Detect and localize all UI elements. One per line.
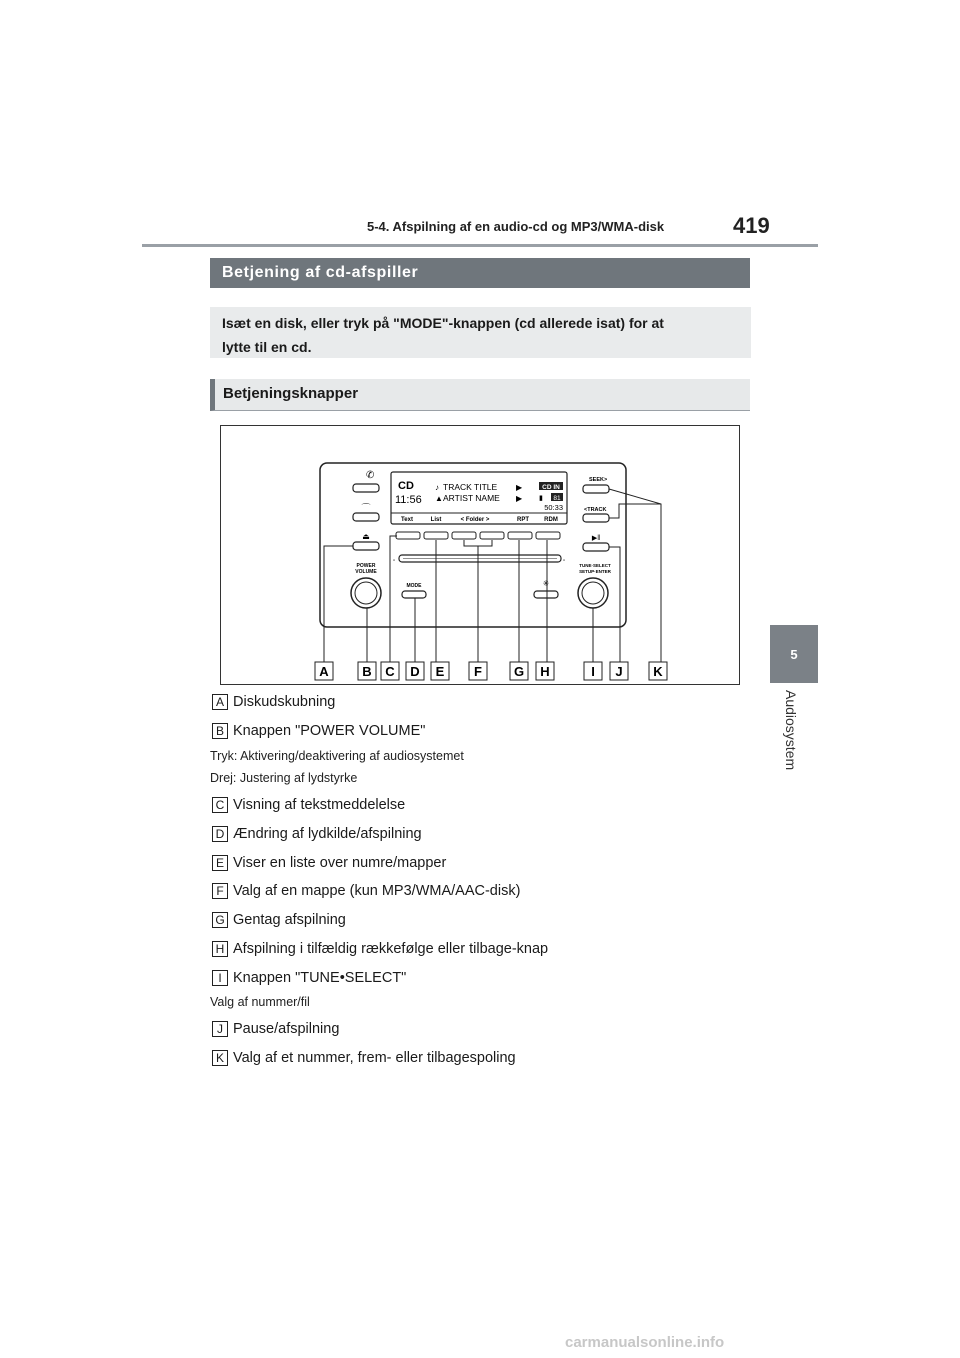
phone-pickup-icon: ✆: [366, 470, 375, 481]
slot-left-mark: ▫: [393, 558, 396, 564]
callout-c: C: [385, 664, 395, 679]
item-letter: A: [212, 694, 228, 710]
intro-line-2: lytte til en cd.: [222, 339, 312, 355]
intro-line-1: Isæt en disk, eller tryk på "MODE"-knappen (cd allerede isat) for at: [222, 315, 664, 331]
radio-figure: [220, 425, 740, 685]
header-rule: [142, 244, 818, 247]
setup-icon: ✳: [542, 579, 550, 588]
item-letter: F: [212, 883, 228, 899]
person-icon: ▲: [435, 494, 443, 503]
item-text: Afspilning i tilfældig rækkefølge eller tilbage-knap: [233, 941, 549, 957]
chapter-tab[interactable]: 5: [770, 625, 818, 683]
footer-watermark[interactable]: carmanualsonline.info: [565, 1334, 725, 1351]
callout-g: G: [513, 664, 525, 679]
display-source: CD: [398, 480, 414, 492]
list-item-h: [212, 941, 548, 957]
rdm-button[interactable]: [536, 532, 560, 539]
item-text: Valg af et nummer, frem- eller tilbagespoling: [233, 1050, 516, 1066]
item-text: Knappen "TUNE•SELECT": [233, 970, 407, 986]
mode-button[interactable]: [402, 591, 426, 598]
item-text: Visning af tekstmeddelelse: [233, 797, 406, 813]
item-text: Diskudskubning: [233, 694, 336, 710]
track-arrow-icon: ▶: [516, 483, 523, 492]
item-letter: K: [212, 1050, 228, 1066]
chapter-label: Audiosystem: [783, 690, 799, 771]
softkey-rdm: RDM: [544, 517, 558, 523]
eject-button[interactable]: [353, 542, 379, 550]
track-button[interactable]: [583, 514, 609, 522]
list-item-g: [212, 912, 346, 928]
track-label: <TRACK: [584, 507, 607, 513]
item-letter: J: [212, 1021, 228, 1037]
seek-button[interactable]: [583, 485, 609, 493]
list-item-k: [212, 1050, 516, 1066]
item-text: Knappen "POWER VOLUME": [233, 723, 426, 739]
list-item-a: [212, 694, 335, 710]
list-item-i: [212, 970, 406, 986]
callout-f: F: [474, 664, 482, 679]
item-text: Viser en liste over numre/mapper: [233, 855, 447, 871]
intro-box: [210, 307, 751, 358]
section-heading: 5-4. Afspilning af en audio-cd og MP3/WMA-disk: [367, 219, 665, 234]
note-turn: Drej: Justering af lydstyrke: [210, 771, 358, 785]
tune-select-label: TUNE·SELECT: [579, 563, 611, 568]
artist-arrow-icon: ▶: [516, 494, 523, 503]
callout-b: B: [362, 664, 372, 679]
item-letter: I: [212, 970, 228, 986]
radio-unit-illustration: [221, 426, 739, 684]
play-pause-icon: ▶‖: [591, 535, 601, 542]
phone-pickup-button[interactable]: [353, 484, 379, 492]
list-item-d: [212, 826, 422, 842]
volume-label: VOLUME: [355, 569, 377, 575]
callout-j: J: [615, 664, 623, 679]
page-number: 419: [733, 213, 770, 238]
display-track-title: TRACK TITLE: [443, 482, 498, 492]
note-press: Tryk: Aktivering/deaktivering af audiosystemet: [210, 749, 464, 763]
seek-label: SEEK>: [589, 477, 608, 483]
list-item-b: [212, 723, 425, 739]
display-time: 11:56: [395, 494, 422, 506]
list-item-e: [212, 855, 446, 871]
softkey-list: List: [430, 517, 442, 523]
page-title: Betjening af cd-afspiller: [210, 258, 750, 288]
item-letter: D: [212, 826, 228, 842]
softkey-rpt: RPT: [517, 517, 529, 523]
display-elapsed: 50:33: [544, 503, 563, 512]
rpt-button[interactable]: [508, 532, 532, 539]
callout-letters: [315, 662, 667, 680]
list-item-j: [212, 1021, 339, 1037]
setup-enter-label: SETUP·ENTER: [579, 569, 611, 574]
slot-right-mark: ▫: [563, 558, 566, 564]
callout-h: H: [540, 664, 550, 679]
power-label: POWER: [356, 563, 376, 569]
play-pause-button[interactable]: [583, 543, 609, 551]
list-button[interactable]: [424, 532, 448, 539]
display-artist-name: ARTIST NAME: [443, 493, 500, 503]
callout-k: K: [653, 664, 663, 679]
item-text: Pause/afspilning: [233, 1021, 340, 1037]
item-text: Gentag afspilning: [233, 912, 346, 928]
eject-icon: ⏏: [362, 532, 370, 541]
callout-i: I: [591, 664, 595, 679]
item-letter: E: [212, 855, 228, 871]
softkey-text: Text: [401, 517, 413, 523]
signal-strength-icon: ▮: [539, 495, 543, 502]
folder-up-button[interactable]: [480, 532, 504, 539]
subsection-title: Betjeningsknapper: [210, 379, 750, 411]
phone-hangup-button[interactable]: [353, 513, 379, 521]
item-letter: G: [212, 912, 228, 928]
phone-hangup-icon: ⌒: [361, 503, 371, 513]
music-note-icon: ♪: [435, 483, 439, 492]
softkey-folder: < Folder >: [460, 517, 490, 523]
folder-down-button[interactable]: [452, 532, 476, 539]
list-item-c: [212, 797, 405, 813]
callout-a: A: [319, 664, 329, 679]
cd-in-label: CD IN: [542, 484, 560, 491]
callout-e: E: [435, 664, 445, 679]
list-item-f: [212, 883, 520, 899]
item-letter: B: [212, 723, 228, 739]
item-letter: C: [212, 797, 228, 813]
text-button[interactable]: [396, 532, 420, 539]
mode-label: MODE: [406, 583, 422, 589]
setup-button[interactable]: [534, 591, 558, 598]
item-text: Ændring af lydkilde/afspilning: [233, 826, 422, 842]
item-text: Valg af en mappe (kun MP3/WMA/AAC-disk): [233, 883, 521, 899]
note-tune-select: Valg af nummer/fil: [210, 995, 310, 1009]
signal-value: 81: [553, 495, 561, 502]
callout-d: D: [410, 664, 420, 679]
item-letter: H: [212, 941, 228, 957]
